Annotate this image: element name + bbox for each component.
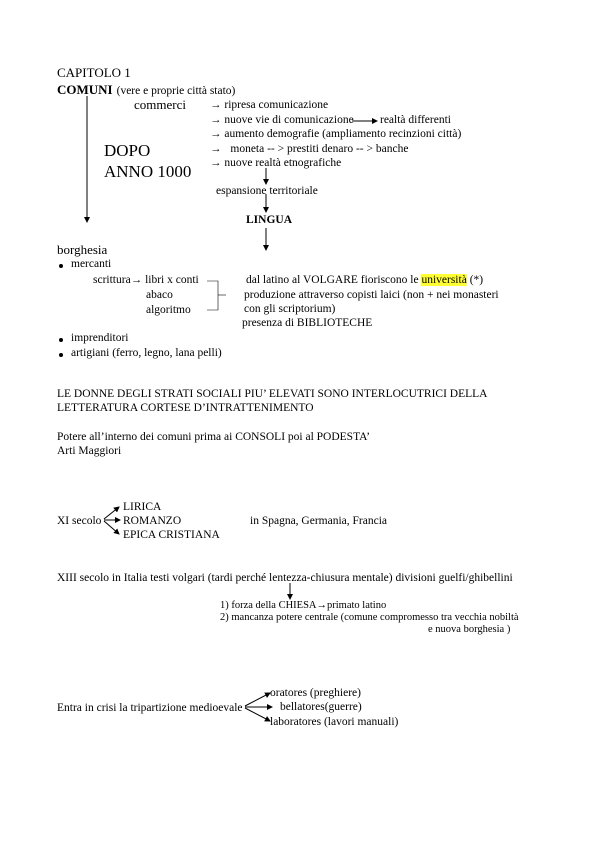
lirica-arrow — [104, 507, 119, 519]
arrow-icon: → — [210, 99, 222, 111]
item-vie: → nuove vie di comunicazione — [210, 114, 354, 126]
anno-label: ANNO 1000 — [104, 162, 192, 181]
abaco-item: abaco — [146, 289, 173, 301]
comuni-note: (vere e proprie città stato) — [116, 85, 236, 97]
item-moneta: → moneta -- > prestiti denaro -- > banche — [210, 143, 409, 155]
subitems-bracket — [207, 281, 218, 310]
item-ripresa: → ripresa comunicazione — [210, 99, 329, 111]
bullet-icon — [59, 353, 63, 357]
genre-epica: EPICA CRISTIANA — [123, 529, 220, 541]
crisi-oratores: oratores (preghiere) — [270, 687, 361, 699]
bullet-icon — [59, 338, 63, 342]
item-etnografiche: → nuove realtà etnografiche — [210, 157, 342, 169]
laboratores-arrow — [245, 708, 270, 721]
artigiani-item: artigiani (ferro, legno, lana pelli) — [71, 347, 222, 359]
comuni-line — [57, 82, 235, 98]
arrow-icon: → — [210, 128, 222, 140]
oratores-arrow — [245, 693, 270, 706]
arrow-icon: → — [316, 600, 328, 611]
potere-line1: Potere all’interno dei comuni prima ai CONSOLI poi al PODESTA’ — [57, 431, 371, 443]
borghesia-title: borghesia — [57, 242, 108, 257]
arrow-icon: → — [210, 157, 222, 169]
crisi-laboratores: laboratores (lavori manuali) — [270, 716, 399, 728]
genre-lirica: LIRICA — [123, 501, 162, 513]
xiii-reason2b: e nuova borghesia ) — [428, 624, 511, 635]
algoritmo-item: algoritmo — [146, 304, 191, 316]
realta-differenti: realtà differenti — [380, 114, 451, 126]
potere-line2: Arti Maggiori — [57, 445, 122, 457]
scrittura-line: scrittura→ libri x conti — [93, 274, 199, 286]
donne-line2: LETTERATURA CORTESE D’INTRATTENIMENTO — [57, 402, 314, 414]
dopo-label: DOPO — [104, 141, 151, 160]
produzione-line1: produzione attraverso copisti laici (non + nei monasteri — [244, 289, 499, 301]
xi-secolo-label: XI secolo — [57, 515, 102, 527]
crisi-bellatores: bellatores(guerre) — [280, 701, 362, 713]
crisi-label: Entra in crisi la tripartizione medioevale — [57, 702, 243, 714]
biblioteche-line: presenza di BIBLIOTECHE — [242, 317, 373, 329]
xiii-reason2: 2) mancanza potere centrale (comune compromesso tra vecchia nobiltà — [220, 612, 519, 623]
produzione-line2: con gli scriptorium) — [244, 303, 336, 315]
comuni-heading: COMUNI — [57, 82, 113, 97]
espansione-territoriale: espansione territoriale — [216, 185, 318, 197]
commerci-label: commerci — [134, 97, 186, 112]
genre-romanzo: ROMANZO — [123, 515, 182, 527]
universita-highlight: università — [421, 274, 467, 286]
donne-line1: LE DONNE DEGLI STRATI SOCIALI PIU’ ELEVATI SONO INTERLOCUTRICI DELLA — [57, 388, 488, 400]
xi-places: in Spagna, Germania, Francia — [250, 515, 387, 527]
epica-arrow — [104, 521, 119, 534]
arrow-icon: → — [210, 114, 222, 126]
arrow-icon: → — [210, 143, 222, 155]
xiii-reason1: 1) forza della CHIESA→primato latino — [220, 600, 387, 611]
lingua-label: LINGUA — [246, 214, 293, 226]
imprenditori-item: imprenditori — [71, 332, 129, 344]
xiii-line: XIII secolo in Italia testi volgari (tardi perché lentezza-chiusura mentale) divisioni guelfi/ghibellini — [57, 572, 513, 584]
bullet-icon — [59, 264, 63, 268]
volgare-line: dal latino al VOLGARE fioriscono le università (*) — [246, 274, 484, 286]
mercanti-item: mercanti — [71, 258, 112, 270]
chapter-title: CAPITOLO 1 — [57, 65, 131, 80]
item-demografie: → aumento demografie (ampliamento recinzioni città) — [210, 128, 462, 140]
arrow-icon: → — [130, 274, 143, 286]
